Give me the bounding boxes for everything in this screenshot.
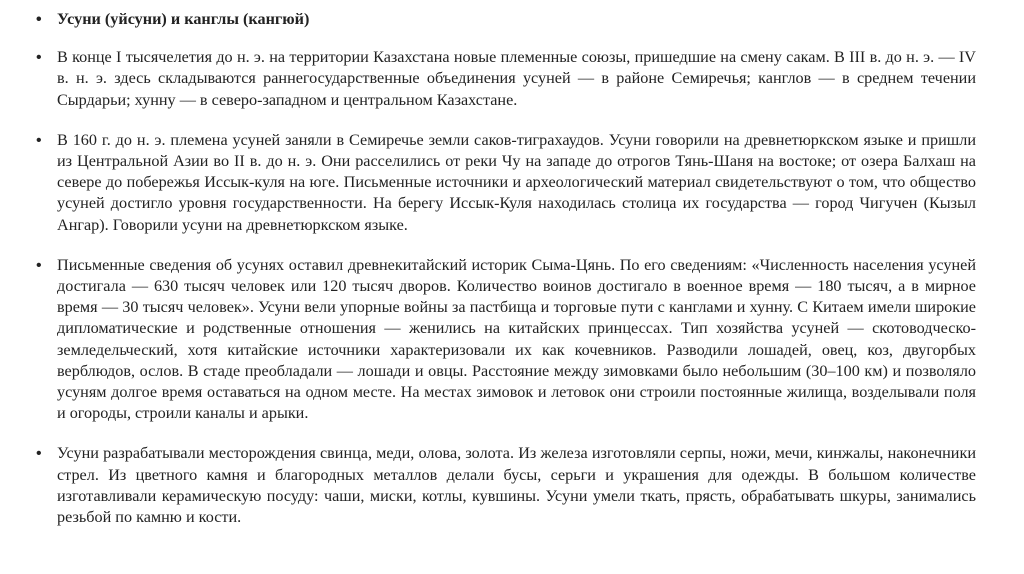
bullet-paragraph-1: • В конце I тысячелетия до н. э. на территории Казахстана новые племенные союзы, пришедшие на смену сакам. В III в. до н. э. — IV в. н. э. здесь складываются раннегосударственные объединения усуней — в районе Семиречья; канглов — в среднем течении Сырдарьи; хунну — в северо-западном и центральном Казахстане.	[36, 47, 976, 111]
bullet-paragraph-2: • В 160 г. до н. э. племена усуней заняли в Семиречье земли саков-тиграхаудов. Усуни говорили на древнетюркском языке и пришли из Центральной Азии во II в. до н. э. Они расселились от реки Чу на западе до отрогов Тянь-Шаня на востоке; от озера Балхаш на севере до побережья Иссык-куля на юге. Письменные источники и археологический материал свидетельствуют о том, что общество усуней достигло уровня государственности. На берегу Иссык-Куля находилась столица их государства — город Чигучен (Кызыл Ангар). Говорили усуни на древнетюркском языке.	[36, 130, 976, 236]
slide-title: • Усуни (уйсуни) и канглы (кангюй)	[36, 9, 976, 30]
bullet-paragraph-4: • Усуни разрабатывали месторождения свинца, меди, олова, золота. Из железа изготовляли серпы, ножи, мечи, кинжалы, наконечники стрел. Из цветного камня и благородных металлов делали бусы, серьги и украшения для одежды. В большом количестве изготавливали керамическую посуду: чаши, миски, котлы, кувшины. Усуни умели ткать, прясть, обрабатывать шкуры, занимались резьбой по камню и кости.	[36, 443, 976, 528]
bullet-list	[36, 9, 976, 545]
bullet-paragraph-3: • Письменные сведения об усунях оставил древнекитайский историк Сыма-Цянь. По его сведениям: «Численность населения усуней достигала — 630 тысяч человек или 120 тысяч дворов. Количество воинов достигало в военное время — 180 тысяч, а в мирное время — 30 тысяч человек». Усуни вели упорные войны за пастбища и торговые пути с канглами и хунну. С Китаем имели широкие дипломатические и родственные отношения — женились на китайских принцессах. Тип хозяйства усуней — скотоводческо-земледельческий, хотя китайские источники характеризовали их как кочевников. Разводили лошадей, овец, коз, двугорбых верблюдов, ослов. В стаде преобладали — лошади и овцы. Расстояние между зимовками было небольшим (30–100 км) и позволяло усуням долгое время оставаться на одном месте. На местах зимовок и летовок они строили постоянные жилища, возделывали поля и огороды, строили каналы и арыки.	[36, 255, 976, 425]
